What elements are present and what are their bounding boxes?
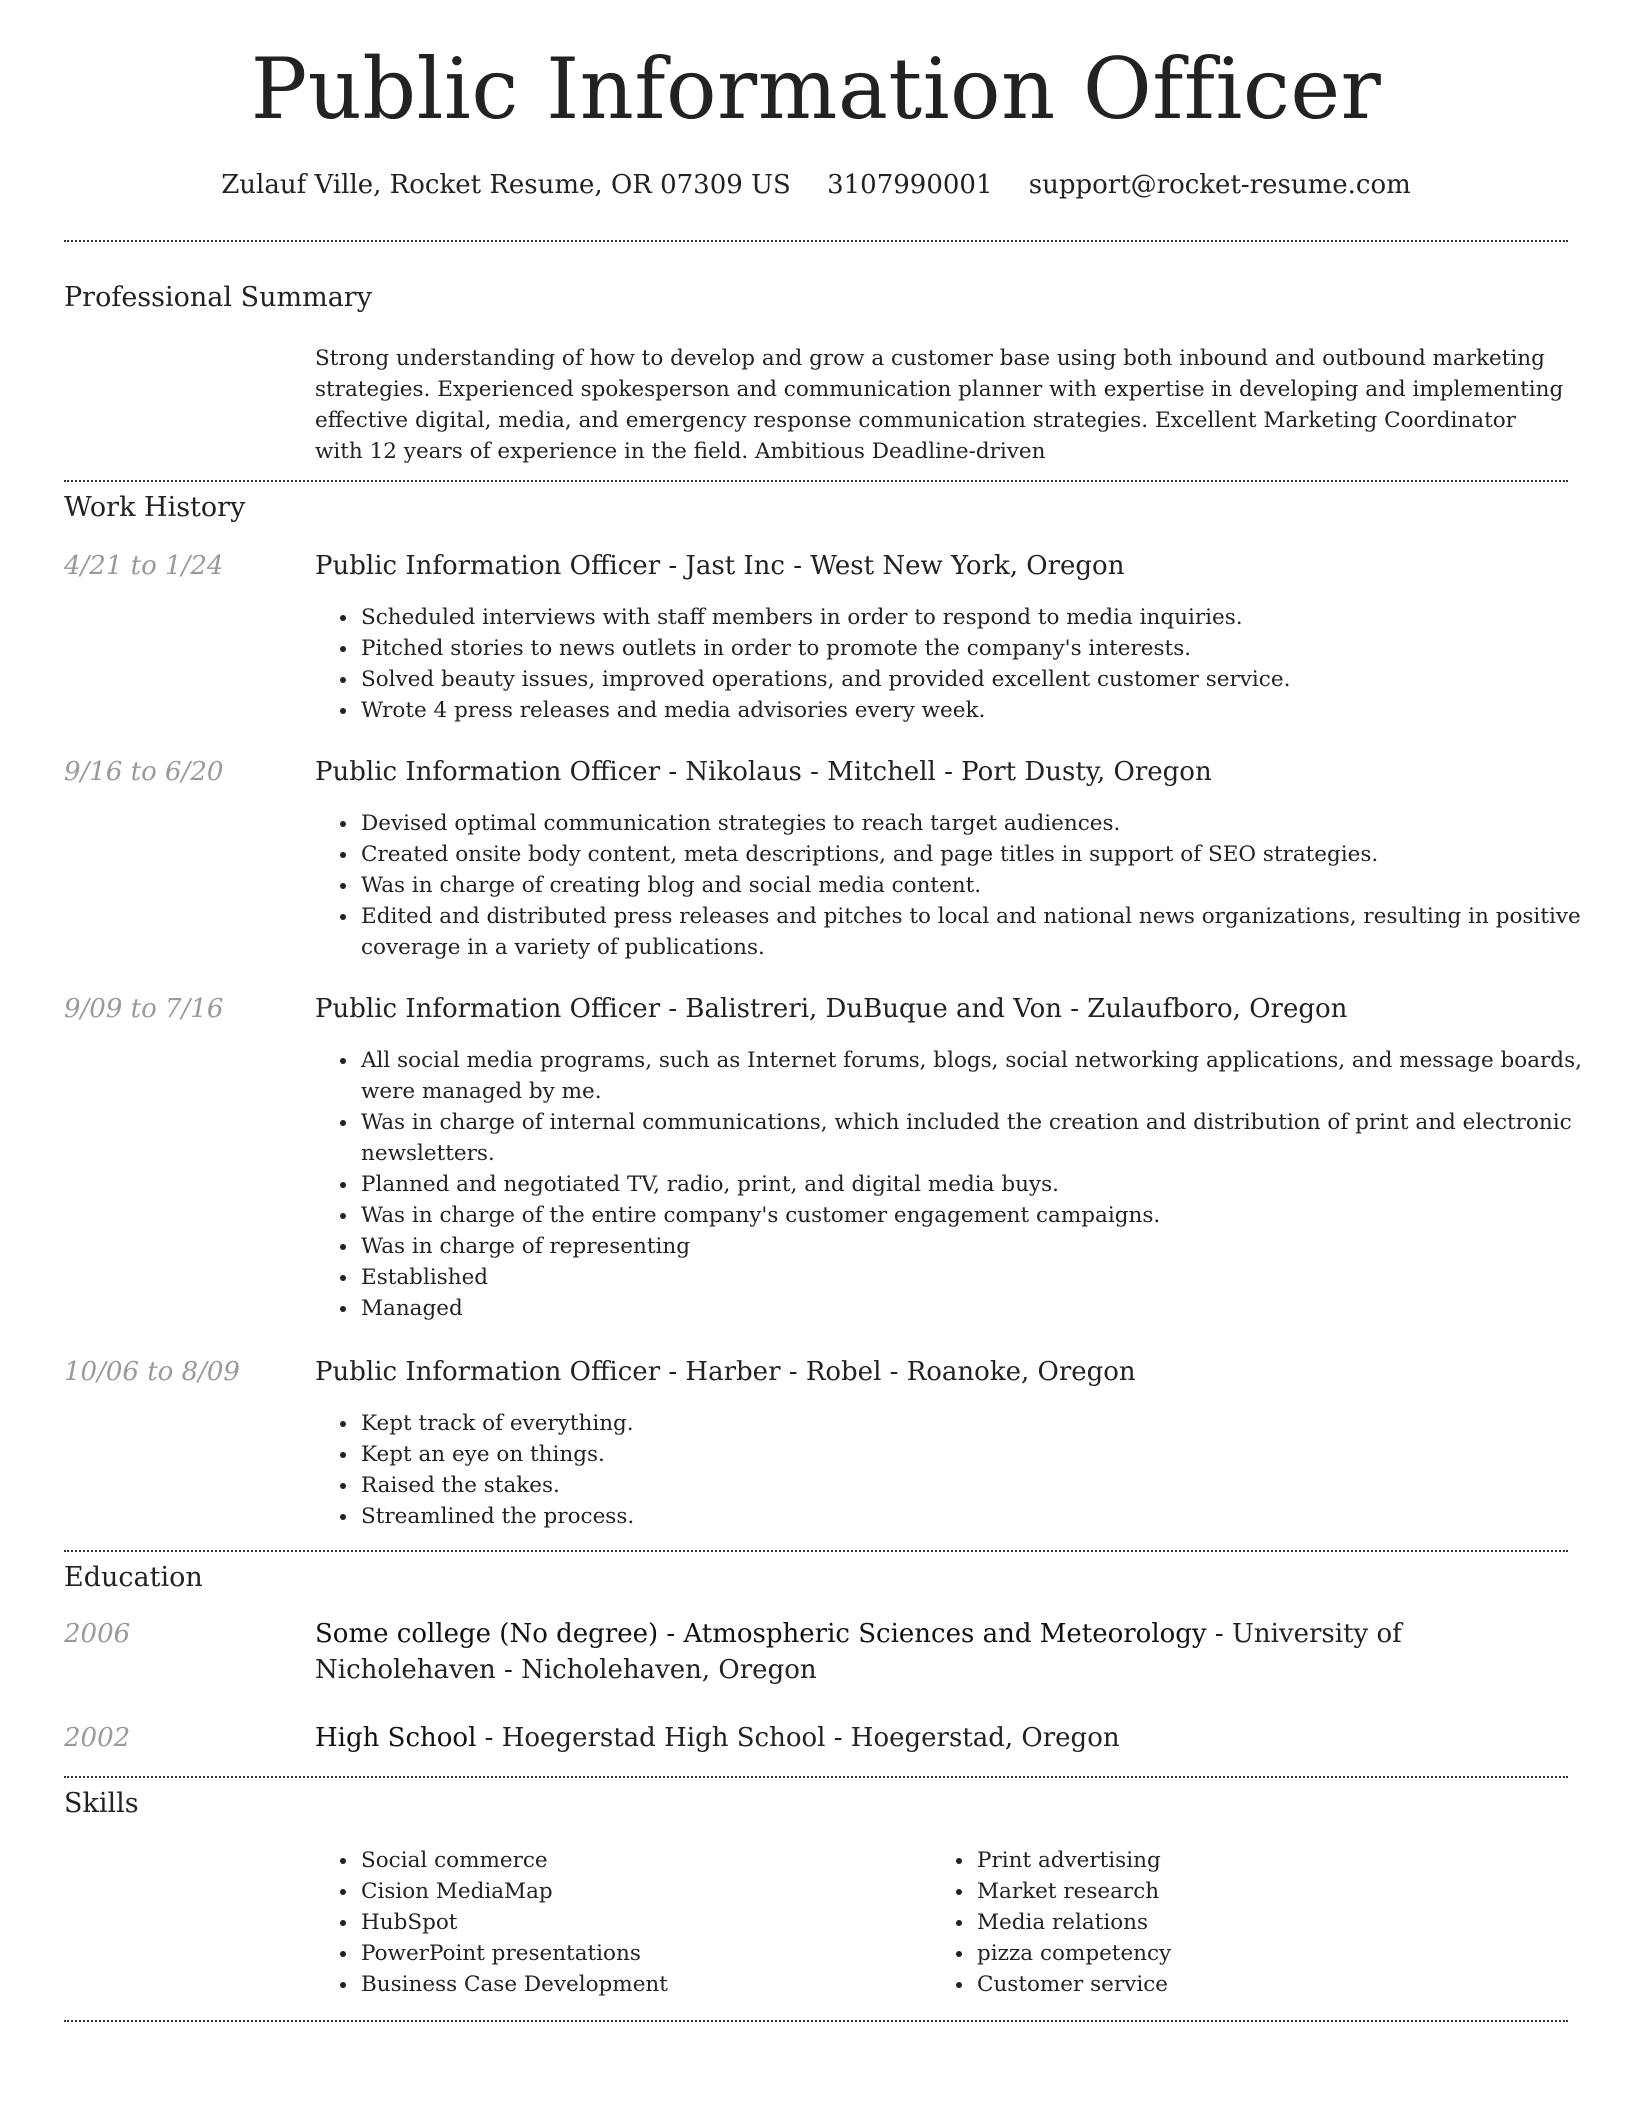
job-bullet: • Established [359,1262,1609,1293]
skill-item: • Customer service [975,1969,1595,2000]
education-year: 2002 [64,1723,131,1753]
job-bullet: • Raised the stakes. [359,1470,1609,1501]
job-bullet: • Edited and distributed press releases and pitches to local and national news organizations, resulting in positive coverage in a variety of publications. [359,901,1609,963]
contact-email: support@rocket-resume.com [1028,170,1411,200]
education-year: 2006 [64,1619,131,1649]
job-bullets [315,808,1609,963]
job-bullet: • Created onsite body content, meta descriptions, and page titles in support of SEO strategies. [359,839,1609,870]
skill-item: • pizza competency [975,1938,1595,1969]
job-dates: 9/16 to 6/20 [64,757,224,787]
job-bullet: • Was in charge of creating blog and social media content. [359,870,1609,901]
job-bullet: • Scheduled interviews with staff members in order to respond to media inquiries. [359,602,1609,633]
skill-item: • Media relations [975,1907,1595,1938]
section-heading-summary: Professional Summary [64,282,372,313]
job-bullet: • Pitched stories to news outlets in order to promote the company's interests. [359,633,1609,664]
skills-list-left [315,1845,959,2000]
job-bullet: • Streamlined the process. [359,1501,1609,1532]
job-bullet: • Planned and negotiated TV, radio, print, and digital media buys. [359,1169,1609,1200]
job-bullet: • Kept track of everything. [359,1408,1609,1439]
skill-item: • Market research [975,1876,1595,1907]
contact-line [0,170,1632,200]
skill-item: • Business Case Development [359,1969,959,2000]
skill-item: • HubSpot [359,1907,959,1938]
education-school: - Hoegerstad High School - Hoegerstad, Oregon [476,1723,1120,1753]
job-bullet: • Kept an eye on things. [359,1439,1609,1470]
job-bullet: • All social media programs, such as Internet forums, blogs, social networking applications, and message boards, were managed by me. [359,1045,1609,1107]
job-title: Public Information Officer - Balistreri, DuBuque and Von - Zulaufboro, Oregon [315,994,1348,1024]
job-bullet: • Devised optimal communication strategies to reach target audiences. [359,808,1609,839]
job-dates: 4/21 to 1/24 [64,551,224,581]
job-bullet: • Managed [359,1293,1609,1324]
summary-text: Strong understanding of how to develop and grow a customer base using both inbound and outbound marketing strategies. Experienced spokesperson and communication planner with expertise in developing and implementing effective digital, media, and emergency response communication strategies. Excellent Marketing Coordinator with 12 years of experience in the field. Ambitious Deadline-driven [315,346,1564,464]
job-title: Public Information Officer - Harber - Robel - Roanoke, Oregon [315,1357,1136,1387]
education-entry [315,1720,1565,1756]
skill-item: • PowerPoint presentations [359,1938,959,1969]
job-bullets [315,1408,1609,1532]
candidate-title: Public Information Officer [250,40,1382,138]
section-heading-skills: Skills [64,1788,139,1819]
job-title: Public Information Officer - Jast Inc - West New York, Oregon [315,551,1125,581]
skills-list-right [931,1845,1595,2000]
education-entry [315,1616,1565,1688]
job-dates: 10/06 to 8/09 [64,1357,240,1387]
contact-address: Zulauf Ville, Rocket Resume, OR 07309 US [221,170,791,200]
job-bullet: • Was in charge of representing [359,1231,1609,1262]
skill-item: • Print advertising [975,1845,1595,1876]
skill-item: • Social commerce [359,1845,959,1876]
job-bullets [315,602,1609,726]
job-bullet: • Wrote 4 press releases and media advisories every week. [359,695,1609,726]
divider [64,1550,1568,1552]
job-bullets [315,1045,1609,1324]
divider [64,2020,1568,2022]
job-dates: 9/09 to 7/16 [64,994,224,1024]
section-heading-education: Education [64,1562,203,1593]
job-title: Public Information Officer - Nikolaus - Mitchell - Port Dusty, Oregon [315,757,1212,787]
education-degree: Some college (No degree) - Atmospheric Sciences and Meteorology [315,1619,1207,1649]
contact-phone: 3107990001 [827,170,993,200]
job-bullet: • Was in charge of internal communications, which included the creation and distribution of print and electronic newsletters. [359,1107,1609,1169]
job-bullet: • Was in charge of the entire company's customer engagement campaigns. [359,1200,1609,1231]
divider [64,240,1568,242]
skill-item: • Cision MediaMap [359,1876,959,1907]
section-heading-work: Work History [64,492,246,523]
education-school: - University of Nicholehaven - Nicholehaven, Oregon [315,1619,1402,1685]
education-degree: High School [315,1723,477,1753]
divider [64,1776,1568,1778]
job-bullet: • Solved beauty issues, improved operations, and provided excellent customer service. [359,664,1609,695]
divider [64,480,1568,482]
